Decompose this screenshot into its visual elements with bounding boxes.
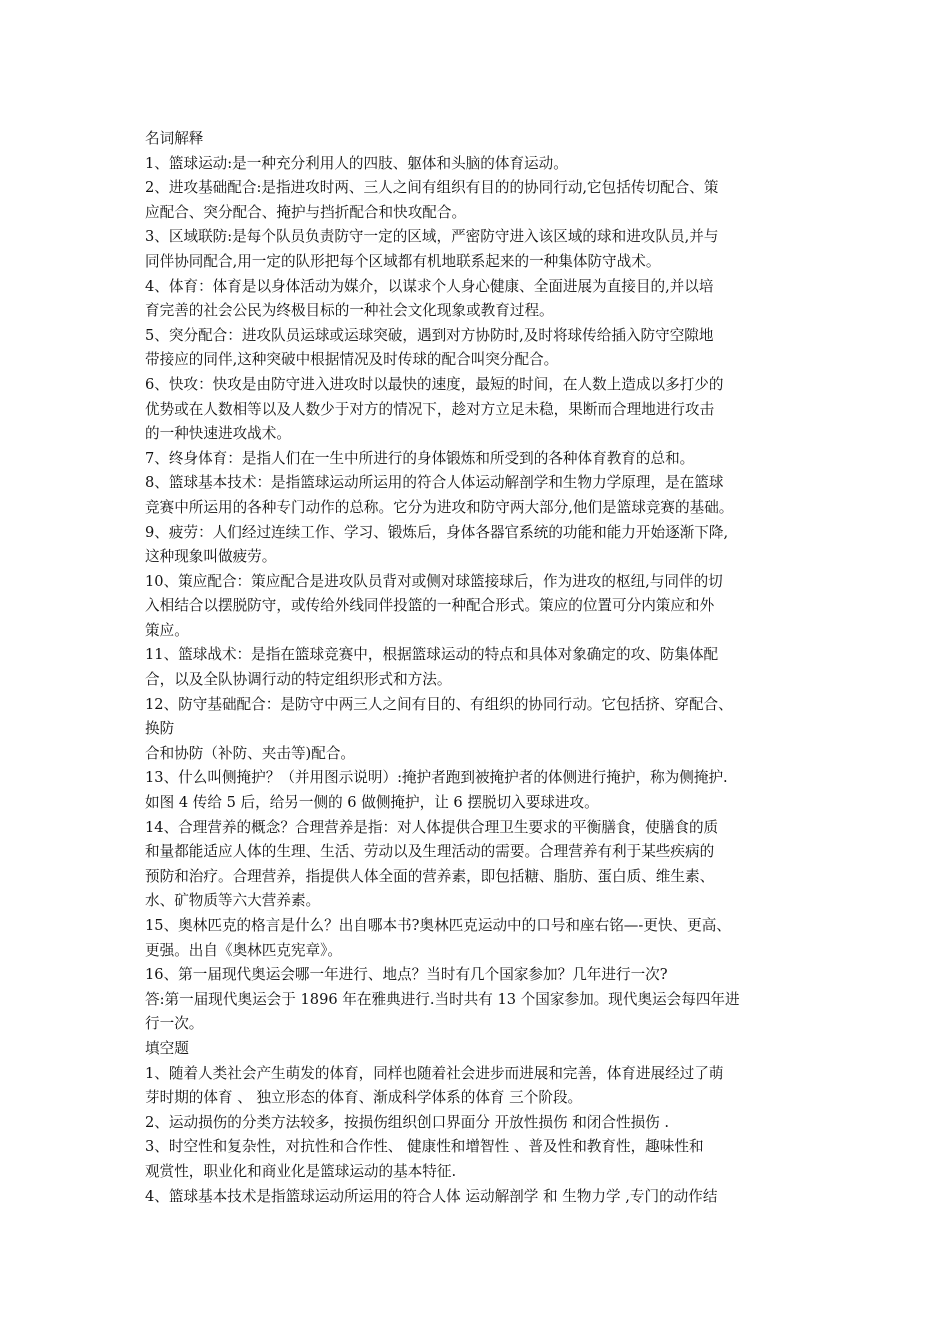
- text-line: 2、运动损伤的分类方法较多，按损伤组织创口界面分 开放性损伤 和闭合性损伤 .: [145, 1113, 670, 1131]
- text-line: 芽时期的体育 、 独立形态的体育、渐成科学体系的体育 三个阶段。: [145, 1089, 583, 1107]
- text-line: 观赏性，职业化和商业化是篮球运动的基本特征.: [145, 1162, 457, 1180]
- text-line: 更强。出自《奥林匹克宪章》。: [145, 941, 343, 959]
- text-line: 10、策应配合：策应配合是进攻队员背对或侧对球篮接球后，作为进攻的枢纽,与同伴的切: [145, 572, 723, 590]
- text-line: 5、突分配合：进攻队员运球或运球突破，遇到对方协防时,及时将球传给插入防守空隙地: [145, 326, 714, 344]
- text-line: 14、合理营养的概念？合理营养是指：对人体提供合理卫生要求的平衡膳食，使膳食的质: [145, 818, 719, 836]
- text-line: 名词解释: [145, 130, 204, 147]
- text-line: 育完善的社会公民为终极目标的一种社会文化现象或教育过程。: [145, 302, 554, 320]
- text-line: 16、第一届现代奥运会哪一年进行、地点？当时有几个国家参加？几年进行一次?: [145, 966, 668, 984]
- text-line: 同伴协同配合,用一定的队形把每个区域都有机地联系起来的一种集体防守战术。: [145, 252, 661, 270]
- text-line: 12、防守基础配合：是防守中两三人之间有目的、有组织的协同行动。它包括挤、穿配合、: [145, 695, 733, 713]
- document-body: [145, 127, 815, 1209]
- text-line: 带接应的同伴,这种突破中根据情况及时传球的配合叫突分配合。: [145, 351, 559, 369]
- text-line: 13、什么叫侧掩护？（并用图示说明）:掩护者跑到被掩护者的体侧进行掩护，称为侧掩护.: [145, 769, 728, 787]
- text-line: 3、时空性和复杂性，对抗性和合作性、 健康性和增智性 、普及性和教育性，趣味性和: [145, 1138, 704, 1156]
- text-line: 优势或在人数相等以及人数少于对方的情况下，趁对方立足未稳，果断而合理地进行攻击: [145, 400, 715, 418]
- text-line: 答:第一届现代奥运会于 1896 年在雅典进行.当时共有 13 个国家参加。现代奥运会每四年进: [145, 990, 740, 1008]
- text-line: 合和协防（补防、夹击等)配合。: [145, 744, 356, 762]
- text-line: 竞赛中所运用的各种专门动作的总称。它分为进攻和防守两大部分,他们是篮球竞赛的基础。: [145, 498, 734, 516]
- text-line: 4、体育：体育是以身体活动为媒介，以谋求个人身心健康、全面进展为直接目的,并以培: [145, 277, 714, 295]
- text-line: 预防和治疗。合理营养，指提供人体全面的营养素，即包括糖、脂肪、蛋白质、维生素、: [145, 867, 715, 885]
- text-line: 1、随着人类社会产生萌发的体育，同样也随着社会进步而进展和完善，体育进展经过了萌: [145, 1064, 724, 1082]
- text-line: 15、奥林匹克的格言是什么？出自哪本书?奥林匹克运动中的口号和座右铭—-更快、更高、: [145, 917, 731, 934]
- text-line: 9、疲劳：人们经过连续工作、学习、锻炼后，身体各器官系统的功能和能力开始逐渐下降,: [145, 523, 729, 541]
- text-line: 7、终身体育：是指人们在一生中所进行的身体锻炼和所受到的各种体育教育的总和。: [145, 449, 695, 467]
- text-line: 合，以及全队协调行动的特定组织形式和方法。: [145, 671, 452, 689]
- text-line: 换防: [145, 720, 175, 738]
- text-line: 11、篮球战术：是指在篮球竞赛中，根据篮球运动的特点和具体对象确定的攻、防集体配: [145, 646, 719, 664]
- text-line: 水、矿物质等六大营养素。: [145, 892, 321, 910]
- text-line: 4、篮球基本技术是指篮球运动所运用的符合人体 运动解剖学 和 生物力学 ,专门的动作结: [145, 1187, 718, 1205]
- text-line: 行一次。: [145, 1015, 204, 1033]
- text-line: 6、快攻：快攻是由防守进入进攻时以最快的速度，最短的时间，在人数上造成以多打少的: [145, 375, 724, 393]
- text-line: 8、篮球基本技术：是指篮球运动所运用的符合人体运动解剖学和生物力学原理，是在篮球: [145, 474, 724, 492]
- text-line: 入相结合以摆脱防守，或传给外线同伴投篮的一种配合形式。策应的位置可分内策应和外: [145, 597, 715, 615]
- text-line: 如图 4 传给 5 后，给另一侧的 6 做侧掩护，让 6 摆脱切入要球进攻。: [145, 794, 599, 812]
- text-line: 这种现象叫做疲劳。: [145, 548, 277, 566]
- text-line: 策应。: [145, 621, 189, 639]
- text-line: 应配合、突分配合、掩护与挡折配合和快攻配合。: [145, 203, 467, 221]
- text-line: 1、篮球运动:是一种充分利用人的四肢、躯体和头脑的体育运动。: [145, 154, 568, 172]
- text-line: 填空题: [145, 1039, 189, 1057]
- text-line: 的一种快速进攻战术。: [145, 425, 291, 443]
- text-line: 2、进攻基础配合:是指进攻时两、三人之间有组织有目的的协同行动,它包括传切配合、策: [145, 179, 719, 197]
- text-line: 和量都能适应人体的生理、生活、劳动以及生理活动的需要。合理营养有利于某些疾病的: [145, 843, 715, 861]
- text-line: 3、区域联防:是每个队员负责防守一定的区域，严密防守进入该区域的球和进攻队员,并与: [145, 228, 719, 246]
